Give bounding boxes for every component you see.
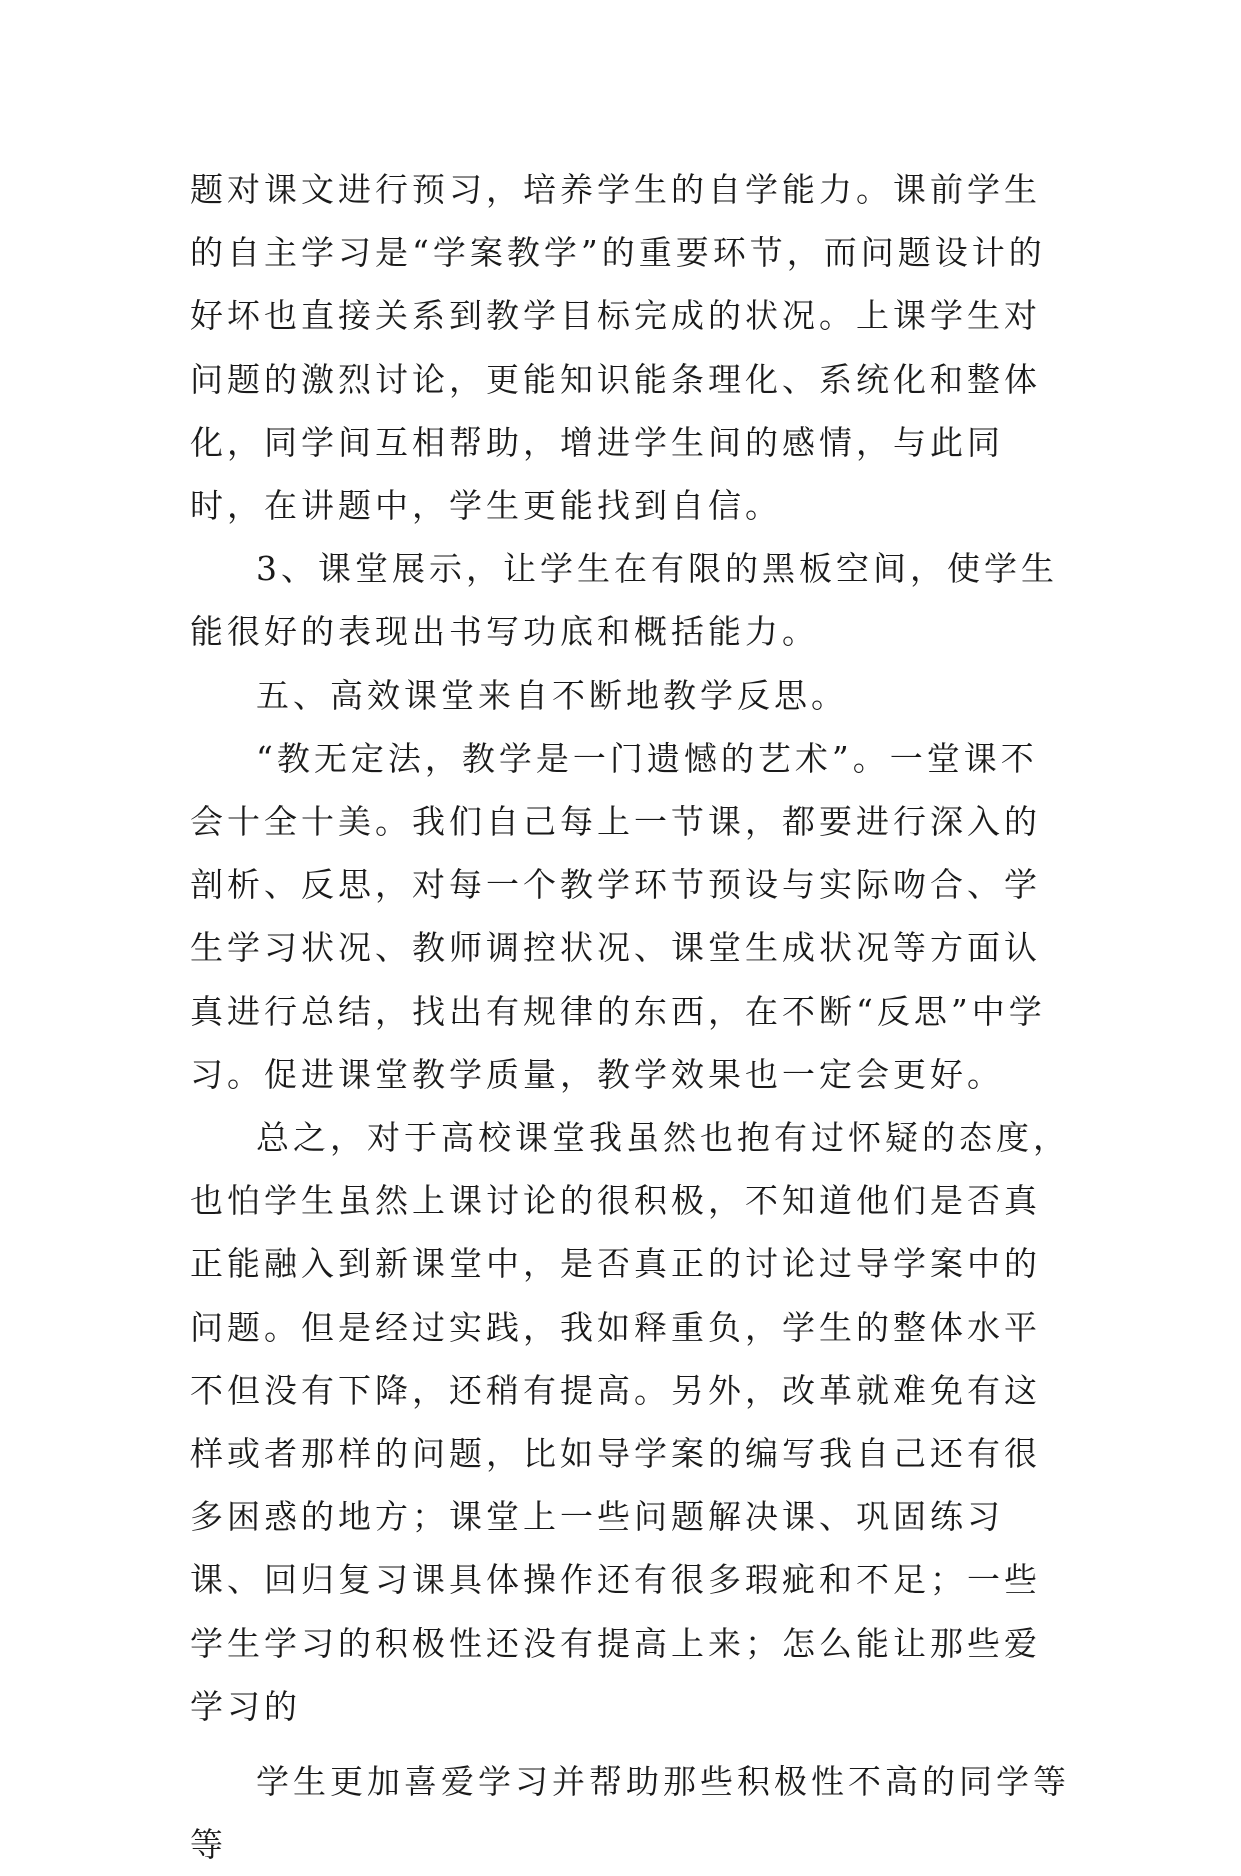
paragraph-teaching-reflection: “教无定法，教学是一门遗憾的艺术”。一堂课不会十全十美。我们自己每上一节课，都要进行深入的剖析、反思，对每一个教学环节预设与实际吻合、学生学习状况、教师调控状况、课堂生成状况等方面认真进行总结，找出有规律的东西，在不断“反思”中学习。促进课堂教学质量，教学效果也一定会更好。 <box>190 738 1046 1094</box>
paragraph-continuation: 学生更加喜爱学习并帮助那些积极性不高的同学等等 <box>190 1762 1070 1865</box>
paragraph-preview-study: 题对课文进行预习，培养学生的自学能力。课前学生的自主学习是“学案教学”的重要环节，而问题设计的好坏也直接关系到教学目标完成的状况。上课学生对问题的激烈讨论，更能知识能条理化、系统化和整体化，同学间互相帮助，增进学生间的感情，与此同时，在讲题中，学生更能找到自信。 <box>190 170 1046 526</box>
paragraph-classroom-display: 3、课堂展示，让学生在有限的黑板空间，使学生能很好的表现出书写功底和概括能力。 <box>190 549 1058 652</box>
document-body <box>190 158 1070 1876</box>
section-heading-reflection: 五、高效课堂来自不断地教学反思。 <box>256 675 848 715</box>
paragraph-summary: 总之，对于高校课堂我虽然也抱有过怀疑的态度，也怕学生虽然上课讨论的很积极，不知道他们是否真正能融入到新课堂中，是否真正的讨论过导学案中的问题。但是经过实践，我如释重负，学生的整体水平不但没有下降，还稍有提高。另外，改革就难免有这样或者那样的问题，比如导学案的编写我自己还有很多困惑的地方；课堂上一些问题解决课、巩固练习课、回归复习课具体操作还有很多瑕疵和不足；一些学生学习的积极性还没有提高上来；怎么能让那些爱学习的 <box>190 1118 1070 1726</box>
